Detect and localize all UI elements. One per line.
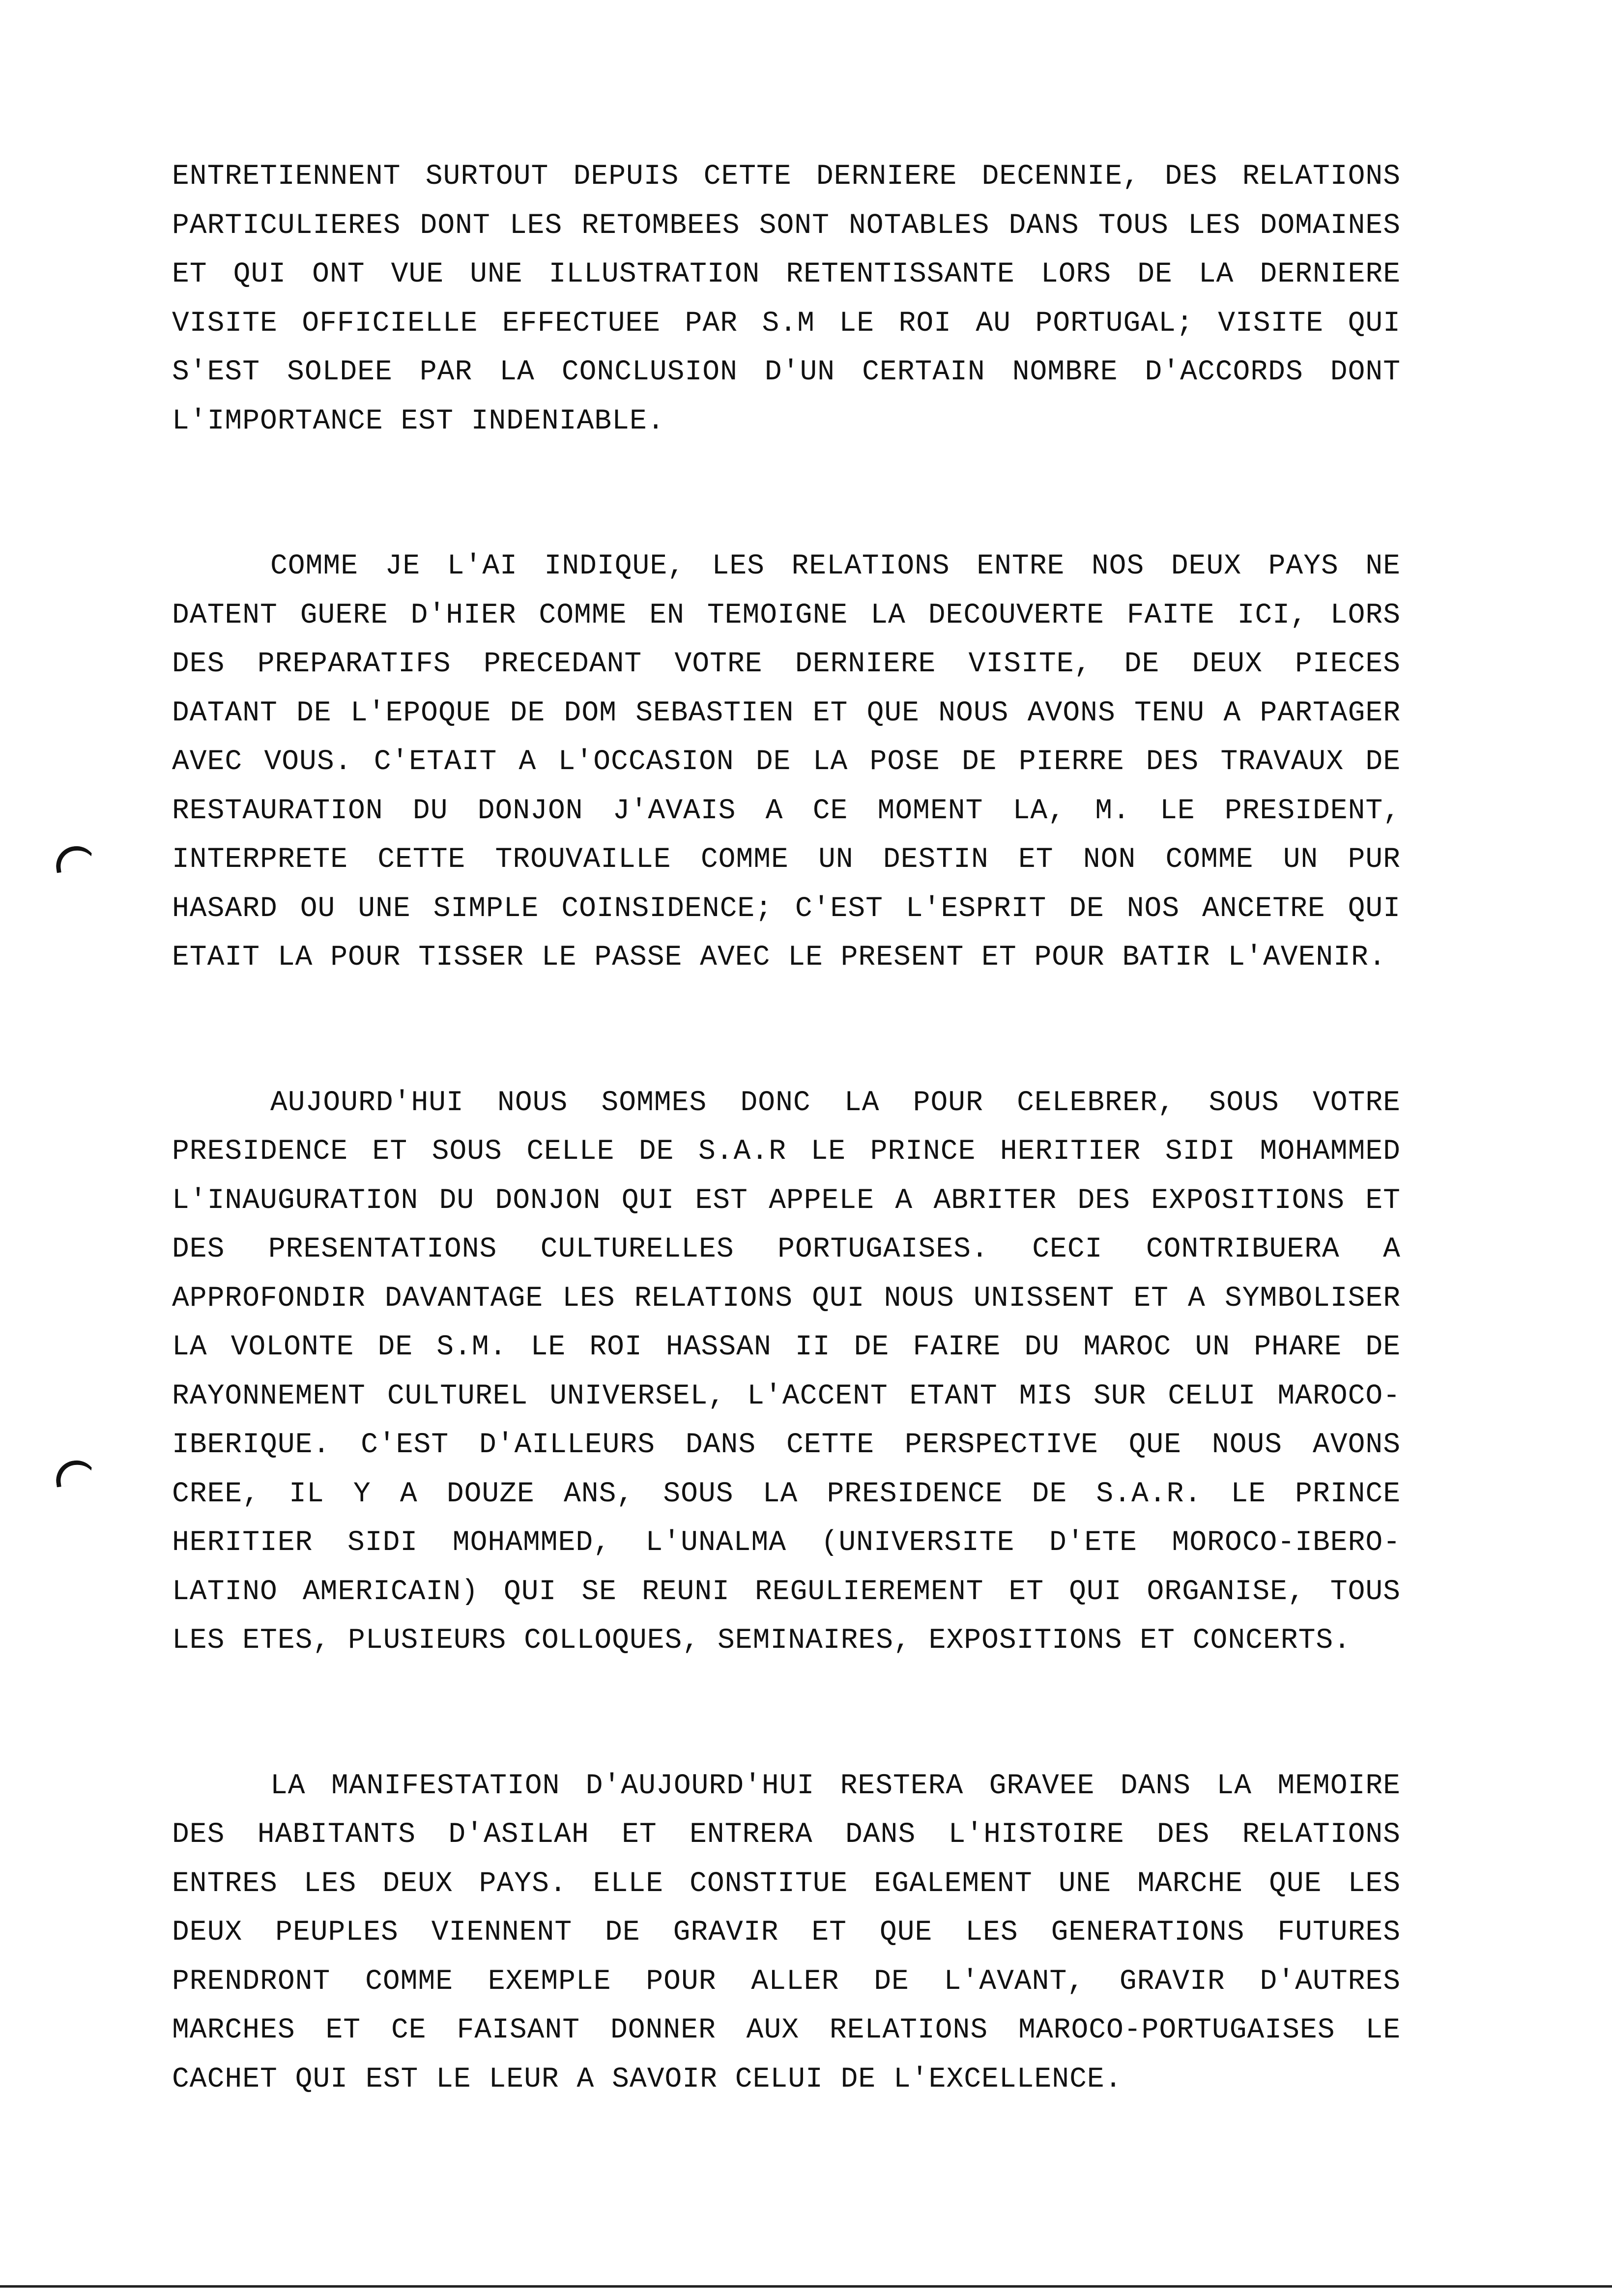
paragraph-3: AUJOURD'HUI NOUS SOMMES DONC LA POUR CELEBRER, SOUS VOTRE PRESIDENCE ET SOUS CELLE DE S.A.R LE PRINCE HERITIER SIDI MOHAMMED L'INAUGURATION DU DONJON QUI EST APPELE A ABRITER DES EXPOSITIONS ET DES PRESENTATIONS CULTURELLES PORTUGAISES. CECI CONTRIBUERA A APPROFONDIR DAVANTAGE LES RELATIONS QUI NOUS UNISSENT ET A SYMBOLISER LA VOLONTE DE S.M. LE ROI HASSAN II DE FAIRE DU MAROC UN PHARE DE RAYONNEMENT CULTUREL UNIVERSEL, L'ACCENT ETANT MIS SUR CELUI MAROCO-IBERIQUE. C'EST D'AILLEURS DANS CETTE PERSPECTIVE QUE NOUS AVONS CREE, IL Y A DOUZE ANS, SOUS LA PRESIDENCE DE S.A.R. LE PRINCE HERITIER SIDI MOHAMMED, L'UNALMA (UNIVERSITE D'ETE MOROCO-IBERO-LATINO AMERICAIN) QUI SE REUNI REGULIEREMENT ET QUI ORGANISE, TOUS LES ETES, PLUSIEURS COLLOQUES, SEMINAIRES, EXPOSITIONS ET CONCERTS.: [172, 1087, 1401, 1657]
paragraph-4: LA MANIFESTATION D'AUJOURD'HUI RESTERA GRAVEE DANS LA MEMOIRE DES HABITANTS D'ASILAH ET ENTRERA DANS L'HISTOIRE DES RELATIONS ENTRES LES DEUX PAYS. ELLE CONSTITUE EGALEMENT UNE MARCHE QUE LES DEUX PEUPLES VIENNENT DE GRAVIR ET QUE LES GENERATIONS FUTURES PRENDRONT COMME EXEMPLE POUR ALLER DE L'AVANT, GRAVIR D'AUTRES MARCHES ET CE FAISANT DONNER AUX RELATIONS MAROCO-PORTUGAISES LE CACHET QUI EST LE LEUR A SAVOIR CELUI DE L'EXCELLENCE.: [172, 1770, 1401, 2095]
paragraph-2: COMME JE L'AI INDIQUE, LES RELATIONS ENTRE NOS DEUX PAYS NE DATENT GUERE D'HIER COMME EN TEMOIGNE LA DECOUVERTE FAITE ICI, LORS DES PREPARATIFS PRECEDANT VOTRE DERNIERE VISITE, DE DEUX PIECES DATANT DE L'EPOQUE DE DOM SEBASTIEN ET QUE NOUS AVONS TENU A PARTAGER AVEC VOUS. C'ETAIT A L'OCCASION DE LA POSE DE PIERRE DES TRAVAUX DE RESTAURATION DU DONJON J'AVAIS A CE MOMENT LA, M. LE PRESIDENT, INTERPRETE CETTE TROUVAILLE COMME UN DESTIN ET NON COMME UN PUR HASARD OU UNE SIMPLE COINSIDENCE; C'EST L'ESPRIT DE NOS ANCETRE QUI ETAIT LA POUR TISSER LE PASSE AVEC LE PRESENT ET POUR BATIR L'AVENIR.: [172, 550, 1401, 974]
page-bottom-edge-line: [0, 2285, 1612, 2288]
punch-hole-mark-top: [54, 844, 97, 873]
punch-hole-mark-bottom: [54, 1458, 97, 1488]
paragraph-1: ENTRETIENNENT SURTOUT DEPUIS CETTE DERNIERE DECENNIE, DES RELATIONS PARTICULIERES DONT LES RETOMBEES SONT NOTABLES DANS TOUS LES DOMAINES ET QUI ONT VUE UNE ILLUSTRATION RETENTISSANTE LORS DE LA DERNIERE VISITE OFFICIELLE EFFECTUEE PAR S.M LE ROI AU PORTUGAL; VISITE QUI S'EST SOLDEE PAR LA CONCLUSION D'UN CERTAIN NOMBRE D'ACCORDS DONT L'IMPORTANCE EST INDENIABLE.: [172, 161, 1401, 437]
document-body: [172, 152, 1401, 2104]
